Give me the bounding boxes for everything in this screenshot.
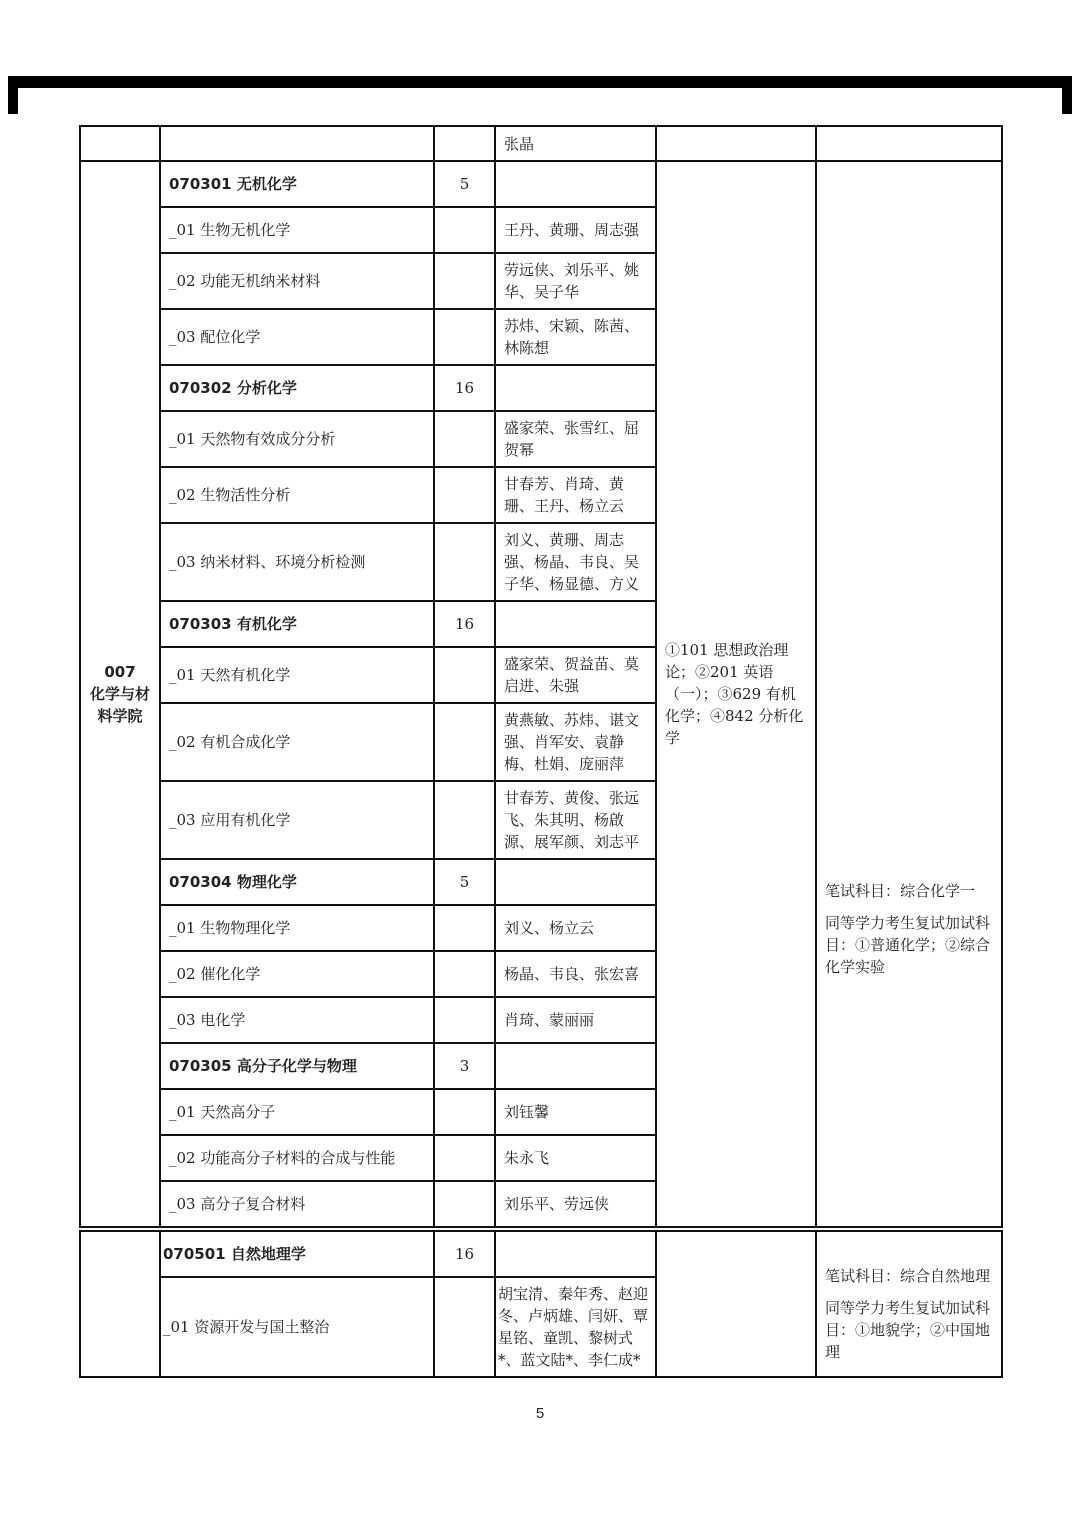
major-name: 070501 自然地理学 [160,1231,434,1277]
table-cell [434,1181,495,1227]
table-cell [656,126,816,161]
tutor-cell: 刘义、黄珊、周志强、杨晶、韦良、吴子华、杨显德、方义 [495,523,656,601]
direction-name: _02 催化化学 [160,951,434,997]
tutor-cell: 胡宝清、秦年秀、赵迎冬、卢炳雄、闫妍、覃星铭、童凯、黎树式*、蓝文陆*、李仁成* [495,1277,656,1377]
major-name: 070305 高分子化学与物理 [160,1043,434,1089]
table-cell [434,467,495,523]
major-quota: 5 [434,859,495,905]
remark-written: 笔试科目：综合自然地理 [825,1267,991,1285]
table-cell [434,253,495,309]
direction-name: _03 高分子复合材料 [160,1181,434,1227]
remarks-cell [816,161,1002,1227]
tutor-cell: 刘义、杨立云 [495,905,656,951]
geography-table [79,1230,1003,1378]
tutor-cell: 苏炜、宋颖、陈茜、林陈想 [495,309,656,365]
table-cell [434,207,495,253]
direction-name: _03 应用有机化学 [160,781,434,859]
tutor-cell [495,601,656,647]
table-cell [434,905,495,951]
tutor-cell: 杨晶、韦良、张宏喜 [495,951,656,997]
tutor-cell: 盛家荣、张雪红、屈贺幂 [495,411,656,467]
department-cell [80,161,160,1227]
direction-name: _01 资源开发与国土整治 [160,1277,434,1377]
major-quota: 5 [434,161,495,207]
direction-name: _02 有机合成化学 [160,703,434,781]
tutor-cell [495,1043,656,1089]
major-row [80,161,1002,207]
tutor-cell [495,859,656,905]
exam-subjects-cell: ①101 思想政治理论；②201 英语（一）；③629 有机化学；④842 分析化学 [656,161,816,1227]
page-number: 5 [535,1405,545,1422]
major-quota: 16 [434,365,495,411]
table-cell [434,647,495,703]
tutor-cell: 甘春芳、肖琦、黄珊、王丹、杨立云 [495,467,656,523]
major-name: 070301 无机化学 [160,161,434,207]
remark-written: 笔试科目：综合化学一 [825,882,976,900]
exam-subjects-cell [656,1231,816,1377]
table-cell [434,997,495,1043]
tutor-cell [495,161,656,207]
tutor-cell: 刘钰馨 [495,1089,656,1135]
tutor-cell: 劳远侠、刘乐平、姚华、吴子华 [495,253,656,309]
tutor-cell [495,365,656,411]
admissions-table [79,125,1003,1228]
header-rule-right-tick [1062,76,1072,114]
major-quota: 16 [434,1231,495,1277]
tutor-cell: 朱永飞 [495,1135,656,1181]
major-name: 070304 物理化学 [160,859,434,905]
direction-name: _03 电化学 [160,997,434,1043]
tutor-cell: 甘春芳、黄俊、张远飞、朱其明、杨啟源、展军颜、刘志平 [495,781,656,859]
major-quota: 16 [434,601,495,647]
direction-name: _01 生物物理化学 [160,905,434,951]
direction-name: _03 纳米材料、环境分析检测 [160,523,434,601]
direction-name: _03 配位化学 [160,309,434,365]
major-quota: 3 [434,1043,495,1089]
table-cell [434,411,495,467]
direction-name: _01 生物无机化学 [160,207,434,253]
table-cell [434,1277,495,1377]
remark-equivalent: 同等学力考生复试加试科目：①普通化学；②综合化学实验 [825,914,991,976]
header-rule-left-tick [8,76,18,114]
tutor-cell: 黄燕敏、苏炜、谌文强、肖军安、袁静梅、杜娟、庞丽萍 [495,703,656,781]
department-name-line1: 化学与材 [89,685,150,703]
major-name: 070303 有机化学 [160,601,434,647]
tutor-cell [495,1231,656,1277]
direction-name: _01 天然有机化学 [160,647,434,703]
tutor-cell: 肖琦、蒙丽丽 [495,997,656,1043]
table-cell [434,523,495,601]
department-cell [80,1231,160,1377]
table-cell [434,1135,495,1181]
direction-name: _01 天然物有效成分分析 [160,411,434,467]
remarks-cell [816,1231,1002,1377]
table-cell [80,126,160,161]
department-name-line2: 料学院 [97,707,143,725]
tutor-cell: 盛家荣、贺益苗、莫启进、朱强 [495,647,656,703]
direction-name: _02 功能高分子材料的合成与性能 [160,1135,434,1181]
tutor-cell: 张晶 [495,126,656,161]
direction-name: _02 生物活性分析 [160,467,434,523]
tutor-cell: 刘乐平、劳远侠 [495,1181,656,1227]
tutor-cell: 王丹、黄珊、周志强 [495,207,656,253]
direction-name: _01 天然高分子 [160,1089,434,1135]
major-name: 070302 分析化学 [160,365,434,411]
table-cell [816,126,1002,161]
table-cell [434,126,495,161]
table-cell [434,703,495,781]
table-cell [434,1089,495,1135]
direction-name: _02 功能无机纳米材料 [160,253,434,309]
remark-equivalent: 同等学力考生复试加试科目：①地貌学；②中国地理 [825,1299,991,1361]
major-row [80,1231,1002,1277]
table-cell [160,126,434,161]
header-rule [8,76,1072,88]
table-row [80,126,1002,161]
table-cell [434,781,495,859]
table-cell [434,951,495,997]
table-cell [434,309,495,365]
department-code: 007 [104,663,136,681]
